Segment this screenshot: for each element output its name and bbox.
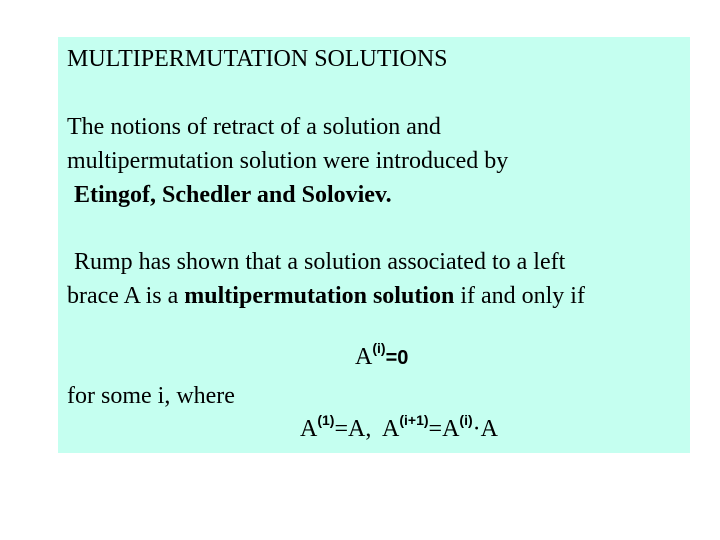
paragraph-2-line-2 bbox=[67, 281, 585, 311]
paragraph-1-line-2: multipermutation solution were introduced by bbox=[67, 148, 509, 174]
slide-title: MULTIPERMUTATION SOLUTIONS bbox=[67, 46, 448, 72]
paragraph-2-line-2-end: if and only if bbox=[454, 283, 585, 309]
formula-2-a1-base: A bbox=[300, 416, 318, 442]
formula-1-superscript: (i) bbox=[372, 340, 386, 356]
formula-2-a2-superscript: (i+1) bbox=[399, 412, 429, 428]
formula-1-base: A bbox=[355, 344, 373, 370]
formula-2-a2-base: A bbox=[382, 416, 400, 442]
paragraph-1-authors: Etingof, Schedler and Soloviev. bbox=[74, 182, 392, 208]
formula-1-rest: =0 bbox=[385, 347, 409, 369]
paragraph-2-bold-term: multipermutation solution bbox=[184, 283, 455, 309]
paragraph-2-line-1: Rump has shown that a solution associated to a left bbox=[74, 249, 566, 275]
formula-2-a2-middle: =A bbox=[428, 416, 460, 442]
formula-2-a1-rest: =A, bbox=[334, 416, 383, 442]
paragraph-1-line-1: The notions of retract of a solution and bbox=[67, 114, 441, 140]
formula-nilpotent bbox=[355, 342, 408, 374]
for-some-text: for some i, where bbox=[67, 383, 235, 409]
formula-2-a2-rest: ·A bbox=[472, 416, 498, 442]
paragraph-2-line-2-start: brace A is a bbox=[67, 283, 185, 309]
formula-2-a2-superscript-2: (i) bbox=[459, 412, 473, 428]
formula-recursive-definition bbox=[300, 414, 498, 446]
formula-2-a1-superscript: (1) bbox=[317, 412, 335, 428]
